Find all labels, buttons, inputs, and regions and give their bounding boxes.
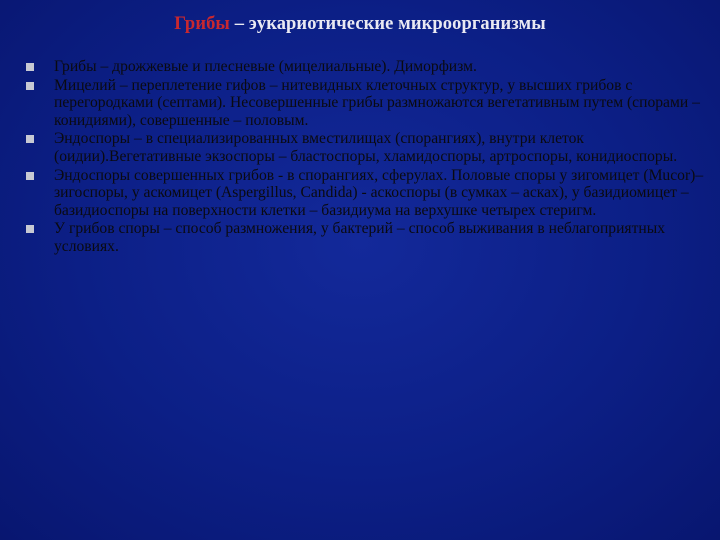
square-bullet-icon	[26, 63, 34, 71]
bullet-text: Эндоспоры совершенных грибов - в спорангиях, сферулах. Половые споры у зигомицет (Mucor)– зигоспоры, у аскомицет (Aspergillus, Candida) - аскоспоры (в сумках – асках), у базидиомицет – базидиоспоры на поверхности клетки – базидиума на верхушке четырех стеригм.	[54, 166, 704, 219]
bullet-item	[24, 130, 704, 165]
bullet-text: У грибов споры – способ размножения, у бактерий – способ выживания в неблагоприятных условиях.	[54, 220, 666, 255]
square-bullet-icon	[26, 82, 34, 90]
bullet-text: Грибы – дрожжевые и плесневые (мицелиальные). Диморфизм.	[54, 58, 477, 75]
bullet-item	[24, 167, 704, 220]
bullet-item	[24, 58, 704, 76]
bullet-text: Эндоспоры – в специализированных вместилищах (спорангиях), внутри клеток (оидии).Вегетативные экзоспоры – бластоспоры, хламидоспоры, артроспоры, конидиоспоры.	[54, 130, 678, 165]
title-rest: – эукариотические микроорганизмы	[229, 14, 546, 34]
square-bullet-icon	[26, 172, 34, 180]
square-bullet-icon	[26, 135, 34, 143]
bullet-item	[24, 77, 704, 130]
bullet-text: Мицелий – переплетение гифов – нитевидных клеточных структур, у высших грибов с перегородками (септами). Несовершенные грибы размножаются вегетативным путем (спорами – конидиями), совершенные – половым.	[54, 76, 700, 129]
bullet-item	[24, 220, 704, 255]
slide-title	[0, 14, 720, 35]
title-accent: Грибы	[174, 14, 230, 34]
bullet-list	[24, 58, 704, 257]
square-bullet-icon	[26, 225, 34, 233]
